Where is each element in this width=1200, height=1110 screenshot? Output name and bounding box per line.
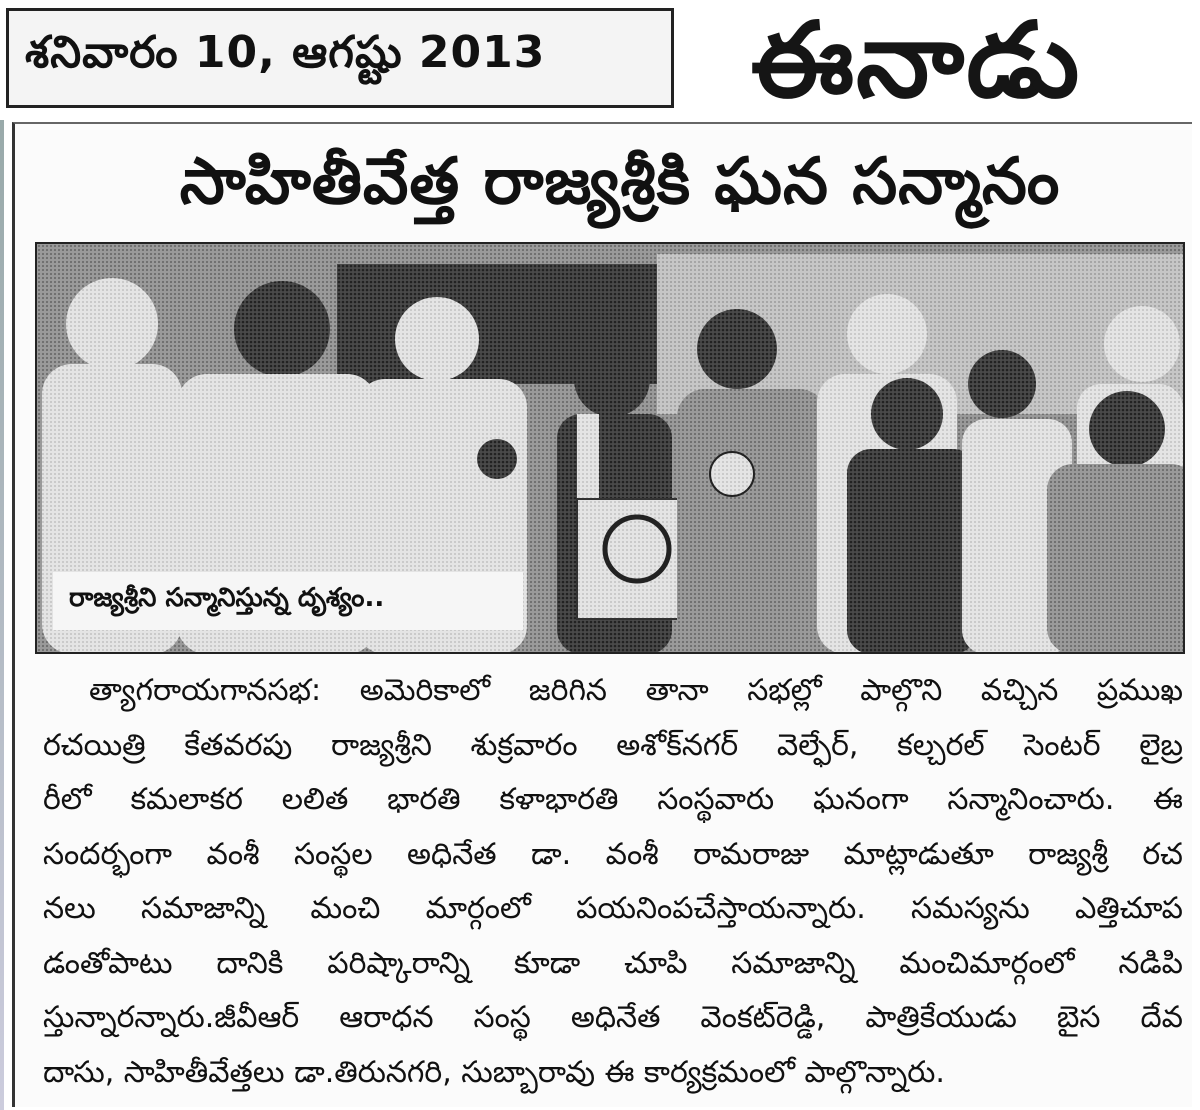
newspaper-masthead <box>684 0 1148 120</box>
photo-caption <box>53 572 523 630</box>
body-line: డంతోపాటు దానికి పరిష్కారాన్ని కూడా చూపి సమాజాన్ని మంచిమార్గంలో నడిపి <box>43 945 1183 981</box>
masthead-logo-text: ఈనాడు <box>750 0 1082 121</box>
body-line: సందర్భంగా వంశీ సంస్థల అధినేత డా. వంశీ రామరాజు మాట్లాడుతూ రాజ్యశ్రీ రచ <box>43 836 1183 872</box>
photo-caption-text: రాజ్యశ్రీని సన్మానిస్తున్న దృశ్యం.. <box>69 583 385 613</box>
article <box>12 122 1192 1107</box>
headline-text: సాహితీవేత్త రాజ్యశ్రీకి ఘన సన్మానం <box>179 144 1061 219</box>
article-body <box>43 664 1183 1100</box>
body-line: స్తున్నారన్నారు.జీవీఆర్ ఆరాధన సంస్థ అధినేత వెంకట్‌రెడ్డి, పాత్రికేయుడు బైస దేవ <box>43 1000 1183 1035</box>
scan-edge <box>0 120 4 1110</box>
headline <box>65 144 1175 234</box>
body-line: దాసు, సాహితీవేత్తలు డా.తిరునగరి, సుబ్బారావు ఈ కార్యక్రమంలో పాల్గొన్నారు. <box>43 1054 945 1090</box>
body-line: త్యాగరాయగానసభ: అమెరికాలో జరిగిన తానా సభల్లో పాల్గొని వచ్చిన ప్రముఖ <box>89 673 1183 708</box>
body-line: నలు సమాజాన్ని మంచి మార్గంలో పయనింపచేస్తాయన్నారు. సమస్యను ఎత్తిచూప <box>43 891 1183 926</box>
date-line: శనివారం 10, ఆగష్టు 2013 <box>25 27 546 78</box>
date-strip <box>6 8 674 108</box>
body-line: రచయిత్రి కేతవరపు రాజ్యశ్రీని శుక్రవారం అశోక్‌నగర్ వెల్ఫేర్, కల్చరల్ సెంటర్ లైబ్ర <box>43 727 1183 763</box>
body-line: రీలో కమలాకర లలిత భారతి కళాభారతి సంస్థవారు ఘనంగా సన్మానించారు. ఈ <box>43 782 1183 817</box>
